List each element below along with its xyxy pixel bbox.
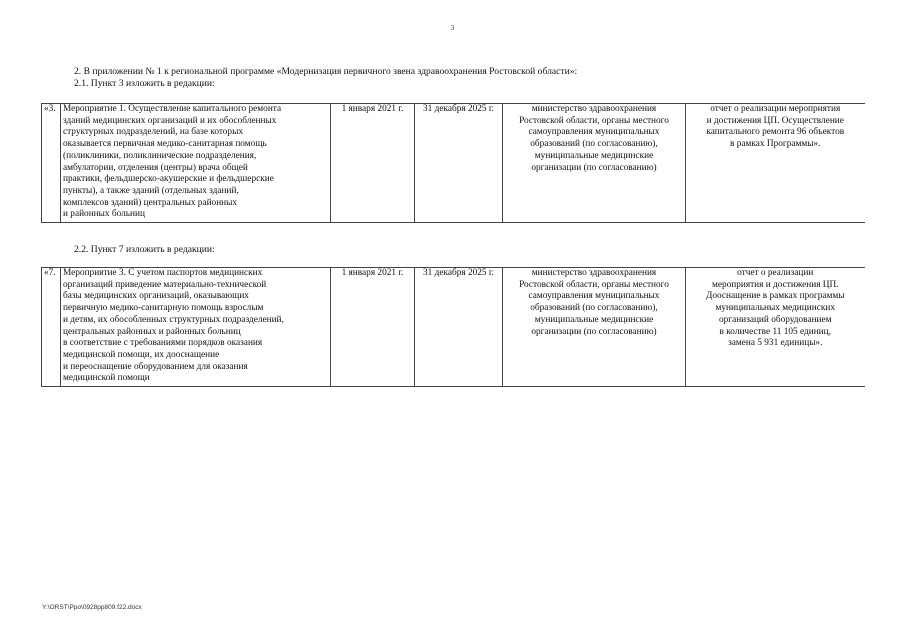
result-cell: отчет о реализации мероприятия и достижения ЦП. Осуществление капитального ремонта 96 объектов в рамках Программы». <box>686 104 865 223</box>
amendment-table-item-7 <box>41 267 865 387</box>
amendment-intro-paragraph: 2. В приложении № 1 к региональной программе «Модернизация первичного звена здравоохранения Ростовской области»: <box>74 66 578 77</box>
table-row <box>42 104 865 223</box>
file-path-footer: Y:\ORST\Ppo\0928pp809.f22.docx <box>42 604 142 611</box>
result-cell: отчет о реализации мероприятия и достижения ЦП. Дооснащение в рамках программы муниципальных медицинских организаций оборудованием в количестве 11 105 единиц, замена 5 931 единицы». <box>686 268 865 387</box>
amendment-item-2-2: 2.2. Пункт 7 изложить в редакции: <box>74 244 215 255</box>
page-number: 3 <box>450 24 455 32</box>
item-number-cell: «7. <box>42 268 61 387</box>
end-date-cell: 31 декабря 2025 г. <box>415 104 503 223</box>
amendment-table-item-3 <box>41 103 865 223</box>
start-date-cell: 1 января 2021 г. <box>331 268 415 387</box>
amendment-item-2-1: 2.1. Пункт 3 изложить в редакции: <box>74 78 215 89</box>
event-description-cell: Мероприятие 1. Осуществление капитального ремонта зданий медицинских организаций и их обособленных структурных подразделений, на базе которых оказывается первичная медико-санитарная помощь (поликлиники, поликлинические подразделения, амбулатории, отделения (центры) врача общей практики, фельдшерско-акушерские и фельдшерские пункты), а также зданий (отдельных зданий, комплексов зданий) центральных районных и районных больниц <box>61 104 331 223</box>
event-description-cell: Мероприятие 3. С учетом паспортов медицинских организаций приведение материально-технической базы медицинских организаций, оказывающих первичную медико-санитарную помощь взрослым и детям, их обособленных структурных подразделений, центральных районных и районных больниц в соответствие с требованиями порядков оказания медицинской помощи, их дооснащение и переоснащение оборудованием для оказания медицинской помощи <box>61 268 331 387</box>
start-date-cell: 1 января 2021 г. <box>331 104 415 223</box>
item-number-cell: «3. <box>42 104 61 223</box>
table-row <box>42 268 865 387</box>
executors-cell: министерство здравоохранения Ростовской области, органы местного самоуправления муниципальных образований (по согласованию), муниципальные медицинские организации (по согласованию) <box>503 268 686 387</box>
end-date-cell: 31 декабря 2025 г. <box>415 268 503 387</box>
executors-cell: министерство здравоохранения Ростовской области, органы местного самоуправления муниципальных образований (по согласованию), муниципальные медицинские организации (по согласованию) <box>503 104 686 223</box>
